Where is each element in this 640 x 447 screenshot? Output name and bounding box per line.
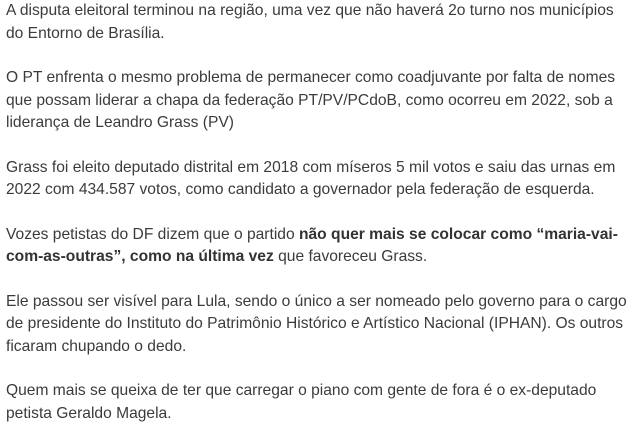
article-paragraph: Ele passou ser visível para Lula, sendo o único a ser nomeado pelo governo para o cargo de presidente do Instituto do Patrimônio Histórico e Artístico Nacional (IPHAN). Os outros ficaram chupando o dedo. bbox=[6, 292, 627, 355]
paragraph-text: que favoreceu Grass. bbox=[273, 248, 428, 265]
article-paragraph: O PT enfrenta o mesmo problema de permanecer como coadjuvante por falta de nomes que possam liderar a chapa da federação PT/PV/PCdoB, como ocorreu em 2022, sob a liderança de Leandro Grass (PV) bbox=[6, 69, 616, 131]
article-paragraph: Grass foi eleito deputado distrital em 2018 com míseros 5 mil votos e saiu das urnas em 2022 com 434.587 votos, como candidato a governador pela federação de esquerda. bbox=[6, 158, 616, 198]
article-paragraph bbox=[6, 224, 634, 269]
article-paragraph: A disputa eleitoral terminou na região, uma vez que não haverá 2o turno nos municípios do Entorno de Brasília. bbox=[6, 2, 614, 42]
paragraph-text: Vozes petistas do DF dizem que o partido bbox=[6, 225, 299, 243]
article-paragraph: Quem mais se queixa de ter que carregar o piano com gente de fora é o ex-deputado petista Geraldo Magela. bbox=[6, 382, 597, 422]
emphasized-text: não quer mais se colocar como “maria-vai-com-as-outras”, como na última vez bbox=[6, 225, 618, 265]
article-body bbox=[6, 0, 634, 447]
